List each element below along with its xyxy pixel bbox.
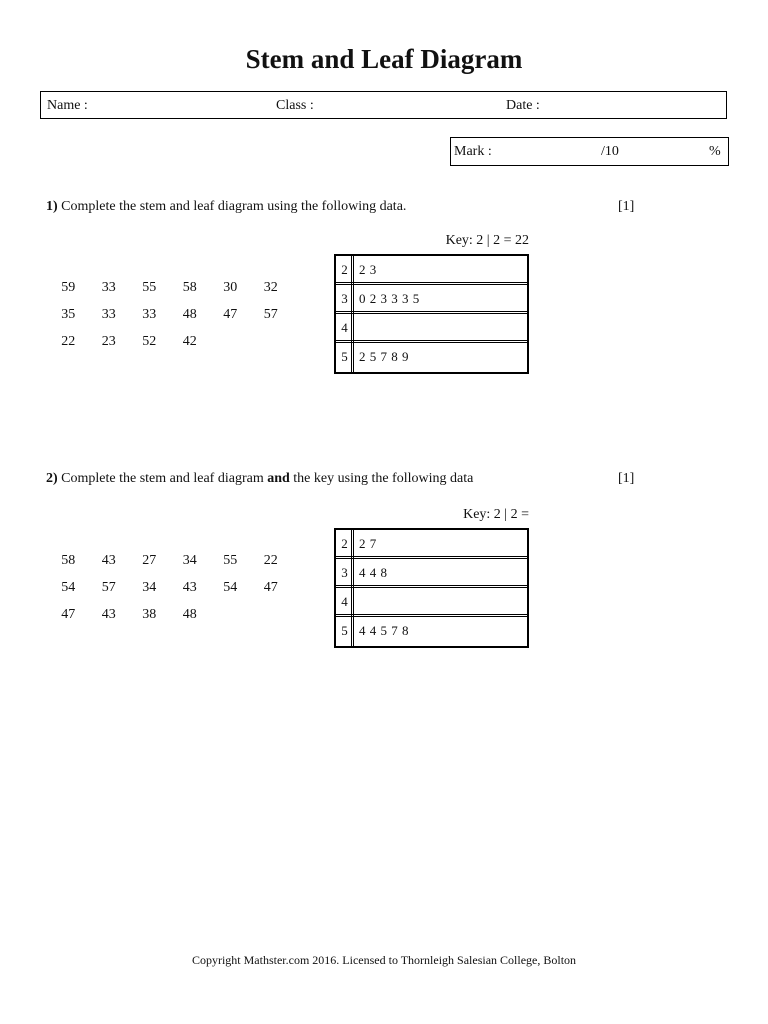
question-2-stem-leaf-table xyxy=(334,528,529,648)
stem-cell: 2 xyxy=(336,530,354,558)
question-1-text xyxy=(46,199,406,215)
leaf-cell[interactable] xyxy=(354,588,359,616)
stem-cell: 5 xyxy=(336,343,354,372)
data-value: 32 xyxy=(263,280,278,295)
data-value: 57 xyxy=(101,580,116,595)
data-value: 48 xyxy=(182,607,197,622)
stem-cell: 4 xyxy=(336,314,354,342)
page-title: Stem and Leaf Diagram xyxy=(245,44,523,74)
mark-percent: % xyxy=(709,144,721,159)
question-2-text xyxy=(46,471,473,487)
data-value: 55 xyxy=(142,280,157,295)
data-value: 23 xyxy=(101,334,116,349)
leaf-cell[interactable]: 2 3 xyxy=(359,262,377,277)
question-2-instruction-bold: and xyxy=(267,471,290,486)
data-value: 54 xyxy=(223,580,238,595)
data-value: 43 xyxy=(101,553,116,568)
data-value: 38 xyxy=(142,607,157,622)
stem-leaf-row xyxy=(336,285,527,314)
leaf-cell[interactable]: 2 7 xyxy=(359,536,377,551)
data-value: 47 xyxy=(263,580,278,595)
leaf-cell[interactable]: 4 4 5 7 8 xyxy=(359,623,409,638)
data-value: 22 xyxy=(61,334,76,349)
data-value: 27 xyxy=(142,553,157,568)
data-value: 35 xyxy=(61,307,76,322)
question-2-data xyxy=(48,552,291,624)
stem-leaf-row xyxy=(336,343,527,372)
stem-leaf-row xyxy=(336,559,527,588)
stem-leaf-row xyxy=(336,617,527,646)
question-2-instruction-pre: Complete the stem and leaf diagram xyxy=(57,471,268,486)
data-value: 33 xyxy=(101,307,116,322)
leaf-cell[interactable]: 4 4 8 xyxy=(359,565,388,580)
data-value: 58 xyxy=(61,553,76,568)
data-value: 58 xyxy=(182,280,197,295)
mark-box xyxy=(450,137,729,166)
data-value: 34 xyxy=(142,580,157,595)
stem-cell: 5 xyxy=(336,617,354,646)
name-label: Name : xyxy=(47,98,88,113)
data-value: 33 xyxy=(101,280,116,295)
data-value: 59 xyxy=(61,280,76,295)
student-info-box xyxy=(40,91,727,119)
stem-cell: 3 xyxy=(336,559,354,587)
question-2-marks: [1] xyxy=(618,471,635,486)
data-value: 43 xyxy=(101,607,116,622)
leaf-cell[interactable]: 0 2 3 3 3 5 xyxy=(359,291,420,306)
mark-out-of: /10 xyxy=(601,144,619,159)
stem-cell: 2 xyxy=(336,256,354,284)
question-1-key: Key: 2 | 2 = 22 xyxy=(445,233,529,248)
data-value: 43 xyxy=(182,580,197,595)
stem-leaf-row xyxy=(336,530,527,559)
copyright-footer: Copyright Mathster.com 2016. Licensed to Thornleigh Salesian College, Bolton xyxy=(191,953,577,967)
data-value: 33 xyxy=(142,307,157,322)
date-label: Date : xyxy=(506,98,540,113)
leaf-cell[interactable] xyxy=(354,314,359,342)
question-2-instruction-post: the key using the following data xyxy=(289,471,474,486)
stem-leaf-row xyxy=(336,314,527,343)
question-1-marks: [1] xyxy=(618,199,635,214)
data-value: 34 xyxy=(182,553,197,568)
stem-leaf-row xyxy=(336,256,527,285)
data-value: 30 xyxy=(223,280,238,295)
data-value: 55 xyxy=(223,553,238,568)
question-1-instruction: Complete the stem and leaf diagram using the following data. xyxy=(57,199,407,214)
leaf-cell[interactable]: 2 5 7 8 9 xyxy=(359,349,409,364)
question-1-data xyxy=(48,279,291,351)
question-1-number: 1) xyxy=(46,199,58,214)
question-2-number: 2) xyxy=(46,471,58,486)
stem-leaf-row xyxy=(336,588,527,617)
data-value: 47 xyxy=(223,307,238,322)
question-2-key: Key: 2 | 2 = xyxy=(463,507,529,522)
data-value: 54 xyxy=(61,580,76,595)
stem-cell: 4 xyxy=(336,588,354,616)
mark-label: Mark : xyxy=(454,144,492,159)
question-1-stem-leaf-table xyxy=(334,254,529,374)
data-value: 52 xyxy=(142,334,157,349)
data-value: 57 xyxy=(263,307,278,322)
data-value: 48 xyxy=(182,307,197,322)
data-value: 22 xyxy=(263,553,278,568)
stem-cell: 3 xyxy=(336,285,354,313)
class-label: Class : xyxy=(276,98,314,113)
data-value: 42 xyxy=(182,334,197,349)
data-value: 47 xyxy=(61,607,76,622)
